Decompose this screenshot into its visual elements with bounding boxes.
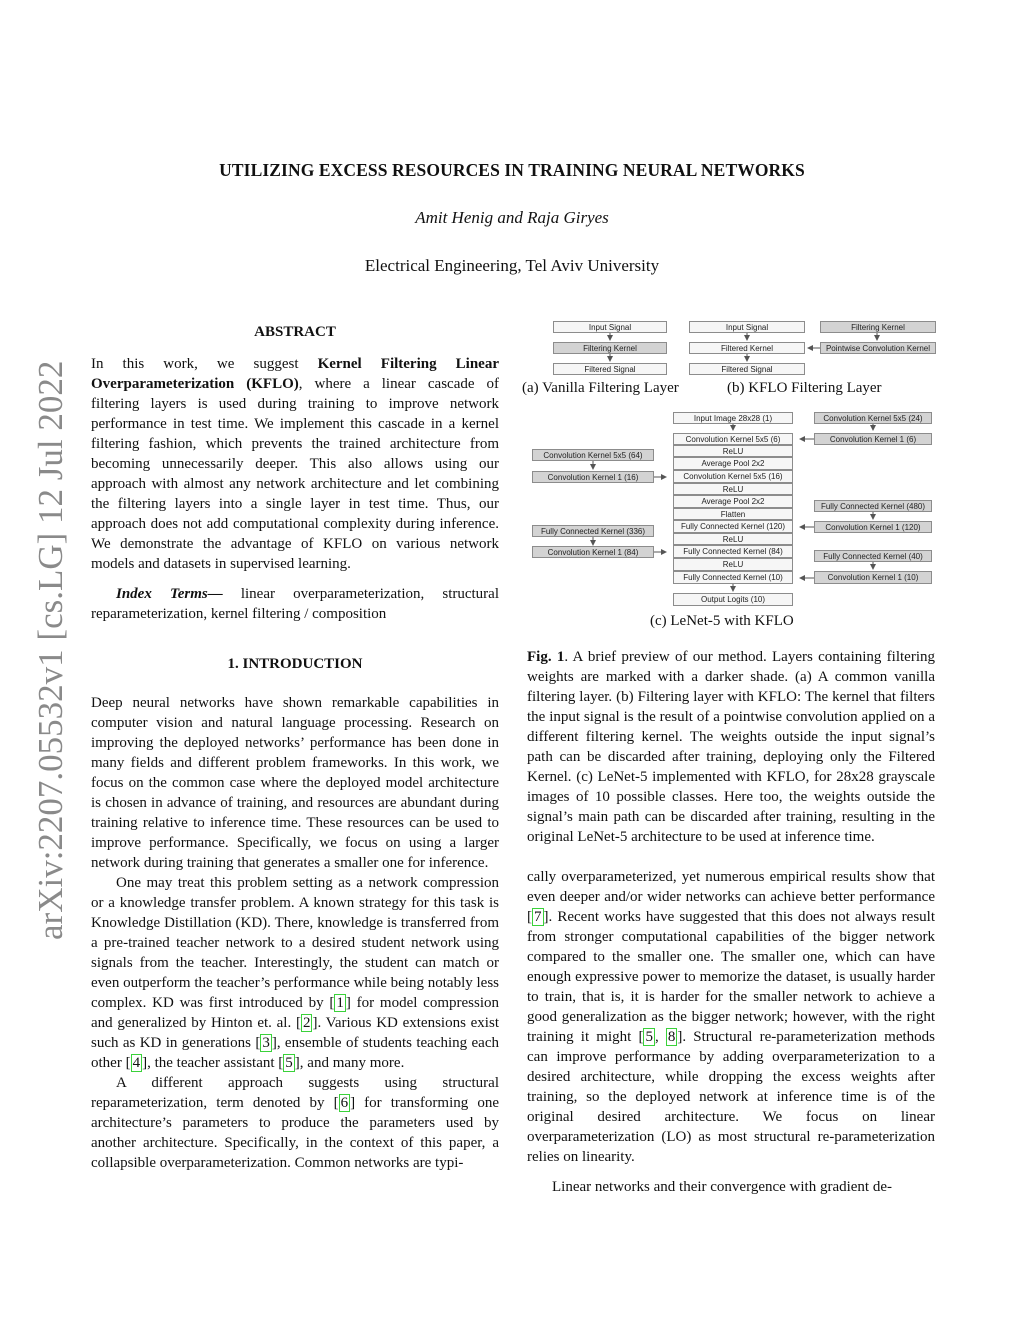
right-p1-a: cally overparameterized, yet numerous empirical results show that even deeper and/or wider networks can achieve better performance — [527, 869, 935, 905]
citation-link[interactable]: 4 — [132, 1055, 141, 1071]
c-main-layer: Flatten — [673, 508, 793, 520]
paper-affiliation: Electrical Engineering, Tel Aviv University — [364, 256, 660, 275]
intro-p2-a: One may treat this problem setting as a network compression or a knowledge transfer problem. A known strategy for this task is Knowledge Distillation (KD). There, knowledge is transferred from a pre-trained teacher network to a desired student network using signals from the teacher. Interestingly, the student can match or even outperform the teacher’s performance while being notably less complex. KD was first introduced by — [91, 875, 499, 1011]
intro-p2-d: , ensemble of students teaching each other — [91, 1035, 499, 1071]
c-right-kernel: Convolution Kernel 1 (120) — [814, 521, 932, 533]
intro-p3-a: A different approach suggests using structural reparameterization, term denoted by — [91, 1075, 499, 1111]
a-filtering-kernel: Filtering Kernel — [553, 342, 667, 354]
right-paragraph-1: cally overparameterized, yet numerous empirical results show that even deeper and/or wider networks can achieve better performance [ 7 ]. Recent works have suggested that this does not always result from stronger computational capabilities of the bigger network compared to the smaller one. The smaller one, which can have enough expressive power to memorize the dataset, is usually harder to train, that is, it is harder for the smaller network to achieve a good generalization as the bigger network; however, with the right training it might [ 5 , 8 ]. Structural re-parameterization methods can improve performance by adding overparameterization to a desired architecture, while dropping the excess weights after training, so the deployed network at inference time is of the original desired architecture. We focus on linear overparameterization (LO) as most structural re-parameterization relies on linearity. — [527, 869, 935, 1165]
figure-caption-label: Fig. 1 — [527, 649, 565, 665]
abstract-text-a: In this work, we suggest — [91, 356, 318, 372]
c-main-layer: Fully Connected Kernel (10) — [673, 571, 793, 584]
index-terms-text: linear overparameterization, structural reparameterization, kernel filtering / composition — [91, 586, 500, 622]
citation-link[interactable]: 5 — [285, 1055, 293, 1071]
c-right-kernel: Convolution Kernel 1 (10) — [814, 571, 932, 584]
citation-link[interactable]: 8 — [667, 1029, 676, 1045]
c-right-kernel: Convolution Kernel 1 (6) — [814, 433, 932, 445]
intro-p3-b: for transforming one architecture’s parameters to produce the parameters used by another architecture. Specifically, in the context of this paper, a collapsible overparameterization. Common networks are typi- — [91, 1095, 499, 1171]
b-filtered-signal: Filtered Signal — [689, 363, 805, 375]
intro-p2-b: for model compression and generalized by Hinton et. al. — [91, 995, 499, 1031]
citation-link[interactable]: 2 — [302, 1015, 311, 1031]
c-left-kernel: Convolution Kernel 5x5 (64) — [532, 449, 654, 461]
c-main-layer: Convolution Kernel 5x5 (6) — [673, 433, 793, 445]
c-right-kernel: Fully Connected Kernel (480) — [814, 500, 932, 512]
c-main-layer: Fully Connected Kernel (120) — [673, 520, 793, 533]
figure-1 — [0, 0, 1024, 650]
caption-b: (b) KFLO Filtering Layer — [727, 380, 882, 396]
c-output-logits: Output Logits (10) — [673, 593, 793, 606]
caption-c: (c) LeNet-5 with KFLO — [650, 613, 794, 629]
c-main-layer: Average Pool 2x2 — [673, 495, 793, 508]
index-terms-label: Index Terms— — [116, 586, 223, 602]
intro-p2-e: , the teacher assistant — [147, 1055, 279, 1071]
right-p1-c: . Structural re-parameterization methods can improve performance by adding overparameterization to a desired architecture, while dropping the excess weights after training, so the deployed network at inference time is of the original desired architecture. We focus on linear overparameterization (LO) as most structural re-parameterization relies on linearity. — [527, 1029, 935, 1165]
citation-link[interactable]: 3 — [262, 1035, 270, 1051]
a-filtered-signal: Filtered Signal — [553, 363, 667, 375]
citation-link[interactable]: 7 — [534, 909, 542, 925]
right-paragraph-2: Linear networks and their convergence with gradient de- — [552, 1179, 893, 1195]
figure-caption — [527, 647, 935, 847]
b-pointwise-kernel: Pointwise Convolution Kernel — [820, 342, 936, 354]
b-filtering-kernel: Filtering Kernel — [820, 321, 936, 333]
citation-link[interactable]: 6 — [340, 1095, 349, 1111]
intro-paragraph-3: A different approach suggests using structural reparameterization, term denoted by [ 6 ] for transforming one architecture’s parameters to produce the parameters used by another architecture. Specifically, in the context of this paper, a collapsible overparameterization. Common networks are typi- — [91, 1075, 499, 1171]
abstract-method-name: Kernel Filtering Linear Overparameterization (KFLO) — [91, 356, 499, 392]
intro-paragraph-2: One may treat this problem setting as a network compression or a knowledge transfer problem. A known strategy for this task is Knowledge Distillation (KD). There, knowledge is transferred from a pre-trained teacher network to a desired student network using signals from the teacher. Interestingly, the student can match or even outperform the teacher’s performance while being notably less complex. KD was first introduced by [ 1 ] for model compression and generalized by Hinton et. al. [ 2 ]. Various KD extensions exist such as KD in generations [ 3 ], ensemble of students teaching each other [ 4 ], the teacher assistant [ 5 ], and many more. — [91, 875, 499, 1071]
c-main-layer: Input Image 28x28 (1) — [673, 412, 793, 424]
c-left-kernel: Convolution Kernel 1 (16) — [532, 471, 654, 483]
paper-title: UTILIZING EXCESS RESOURCES IN TRAINING NEURAL NETWORKS — [219, 160, 805, 180]
right-p1-b: . Recent works have suggested that this does not always result from stronger computational capabilities of the bigger network compared to the smaller one. The smaller one, which can have enough expressive power to memorize the dataset, is usually harder to train, that is, it is harder for the smaller network to achieve a good generalization as the bigger network; however, with the right training it might — [527, 909, 935, 1045]
intro-paragraph-1: Deep neural networks have shown remarkable capabilities in computer vision and natural language processing. Research on improving the deployed networks’ performance has been done in many fields and different problem frameworks. In this work, we focus on the common case where the deployed model architecture is chosen in advance of training, and resources are abundant during training relative to inference time. These resources can be used to improve performance. Specifically, we focus on using a larger network during training that generates a smaller one for inference. — [91, 695, 499, 871]
c-left-kernel: Fully Connected Kernel (336) — [532, 525, 654, 537]
abstract-heading: ABSTRACT — [254, 324, 336, 340]
c-main-layer: ReLU — [673, 533, 793, 545]
b-input-signal: Input Signal — [689, 321, 805, 333]
c-main-layer: Average Pool 2x2 — [673, 457, 793, 470]
c-main-layer: ReLU — [673, 558, 793, 571]
right-column — [527, 647, 935, 1197]
citation-separator: , — [654, 1029, 666, 1045]
figure-caption-text: . A brief preview of our method. Layers containing filtering weights are marked with a darker shade. (a) A common vanilla filtering layer. (b) Filtering layer with KFLO: The kernel that filters the input signal is the result of a pointwise convolution applied on a different filtering kernel. The weights outside the input signal’s path can be discarded after training, deploying only the Filtered Kernel. (c) LeNet-5 implemented with KFLO, for 28x28 grayscale images of 10 possible classes. Here too, the weights outside the signal’s main path can be discarded after training, resulting in the original LeNet-5 architecture to be used at inference time. — [527, 649, 935, 845]
citation-link[interactable]: 5 — [645, 1029, 653, 1045]
intro-p2-f: , and many more. — [299, 1055, 405, 1071]
b-filtered-kernel: Filtered Kernel — [689, 342, 805, 354]
arxiv-identifier: arXiv:2207.05532v1 [cs.LG] 12 Jul 2022 — [31, 360, 70, 940]
c-main-layer: ReLU — [673, 445, 793, 457]
c-left-kernel: Convolution Kernel 1 (84) — [532, 546, 654, 558]
introduction-heading: 1. INTRODUCTION — [227, 656, 363, 672]
abstract-text-b: , where a linear cascade of filtering layers is used during training to improve network performance in test time. We implement this cascade in a kernel filtering fashion, which prevents the trained architecture from becoming unnecessarily deeper. This also allows using our approach with almost any network architecture and let combining the filtering layers into a single layer in test time. Thus, our approach does not add computational complexity during inference. We demonstrate the advantage of KFLO on various network models and datasets in supervised learning. — [91, 376, 499, 572]
c-main-layer: Convolution Kernel 5x5 (16) — [673, 470, 793, 483]
c-right-kernel: Fully Connected Kernel (40) — [814, 550, 932, 562]
c-main-layer: Fully Connected Kernel (84) — [673, 545, 793, 558]
citation-link[interactable]: 1 — [336, 995, 344, 1011]
a-input-signal: Input Signal — [553, 321, 667, 333]
paper-authors: Amit Henig and Raja Giryes — [415, 208, 609, 227]
c-right-kernel: Convolution Kernel 5x5 (24) — [814, 412, 932, 424]
caption-a: (a) Vanilla Filtering Layer — [522, 380, 679, 396]
c-main-layer: ReLU — [673, 483, 793, 495]
intro-p2-c: . Various KD extensions exist such as KD in generations — [91, 1015, 499, 1051]
